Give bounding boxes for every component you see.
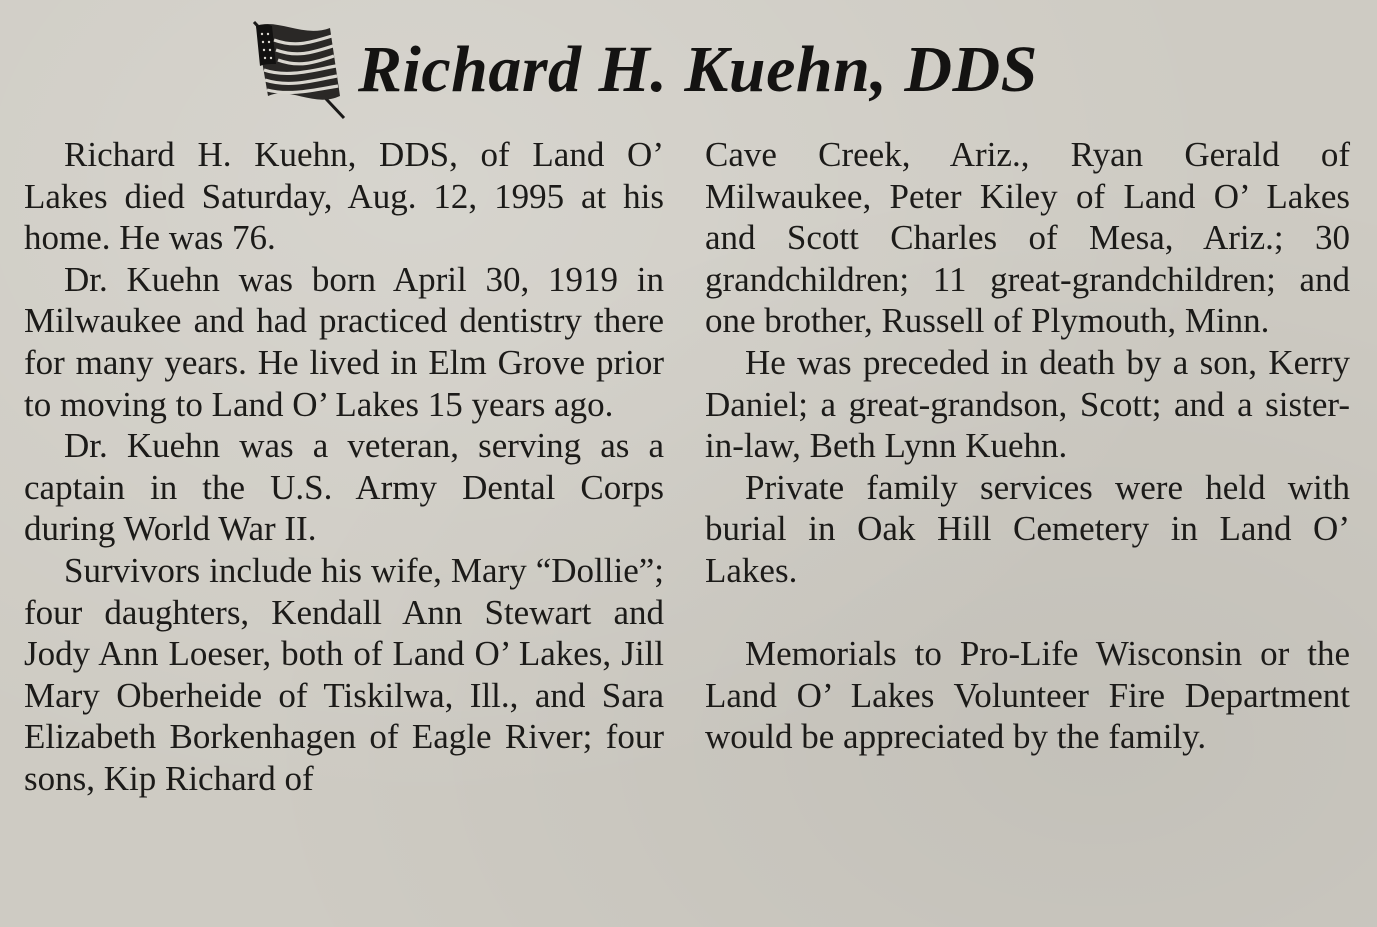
paragraph-preceded-in-death: He was preceded in death by a son, Kerry Daniel; a great-grandson, Scott; and a sister-in-law, Beth Lynn Kuehn. [705, 342, 1350, 466]
headline: Richard H. Kuehn, DDS [358, 33, 1038, 106]
paragraph-biography: Dr. Kuehn was born April 30, 1919 in Milwaukee and had practiced dentistry there for many years. He lived in Elm Grove prior to moving to Land O’ Lakes 15 years ago. [24, 259, 664, 424]
paragraph-services: Private family services were held with burial in Oak Hill Cemetery in Land O’ Lakes. [705, 467, 1350, 590]
paragraph-death-notice: Richard H. Kuehn, DDS, of Land O’ Lakes died Saturday, Aug. 12, 1995 at his home. He was 76. [24, 135, 664, 258]
column-right [705, 134, 1350, 758]
column-left [24, 134, 664, 800]
american-flag-icon [248, 18, 348, 122]
paragraph-memorials: Memorials to Pro-Life Wisconsin or the Land O’ Lakes Volunteer Fire Department would be appreciated by the family. [705, 634, 1350, 757]
paragraph-survivors: Survivors include his wife, Mary “Dollie”; four daughters, Kendall Ann Stewart and Jody Ann Loeser, both of Land O’ Lakes, Jill Mary Oberheide of Tiskilwa, Ill., and Sara Elizabeth Borkenhagen of Eagle River; four sons, Kip Richard of [24, 550, 664, 798]
paragraph-survivors-continued: Cave Creek, Ariz., Ryan Gerald of Milwaukee, Peter Kiley of Land O’ Lakes and Scott Charles of Mesa, Ariz.; 30 grandchildren; 11 great-grandchildren; and one brother, Russell of Plymouth, Minn. [705, 135, 1350, 341]
obituary-header [240, 8, 1240, 118]
paragraph-military-service: Dr. Kuehn was a veteran, serving as a captain in the U.S. Army Dental Corps during World War II. [24, 426, 664, 549]
